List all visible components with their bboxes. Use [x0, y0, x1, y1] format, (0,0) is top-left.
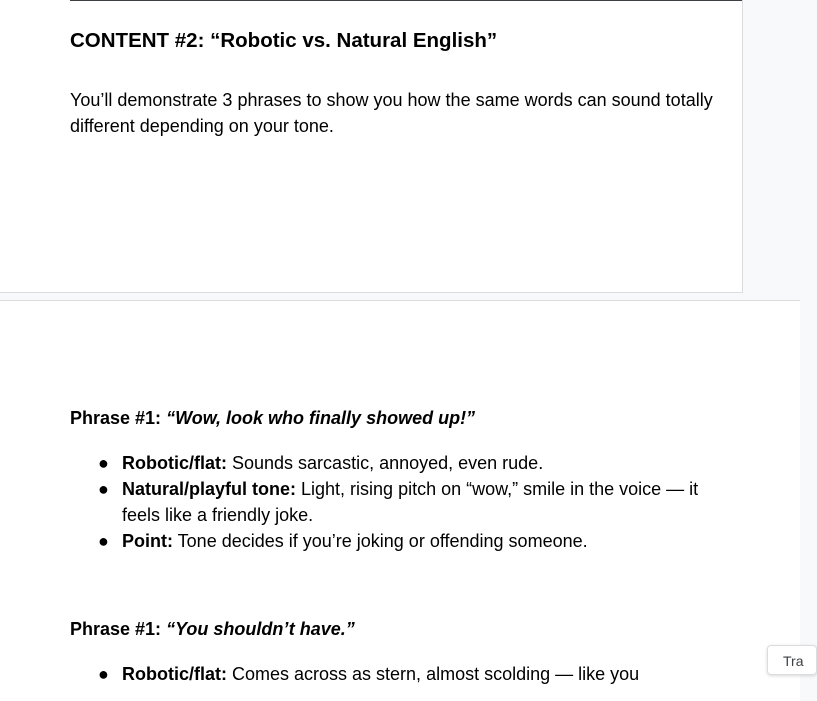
bullet-term: Robotic/flat:: [122, 664, 227, 684]
page-top-rule: [70, 0, 742, 1]
bullet-icon: ●: [98, 479, 109, 499]
bullet-icon: ●: [98, 453, 109, 473]
phrase-1-title: [70, 408, 475, 429]
phrase-2-bullet-list: [70, 661, 740, 687]
phrase-1-bullet-list: [70, 450, 740, 554]
phrase-2-title: [70, 619, 355, 640]
document-page-2: [0, 300, 800, 701]
intro-paragraph: You’ll demonstrate 3 phrases to show you how the same words can sound totally different depending on your tone.: [70, 90, 713, 136]
list-item: [70, 476, 740, 528]
list-item: [70, 450, 740, 476]
phrase-2-quote: “You shouldn’t have.”: [166, 619, 355, 639]
bullet-text: Tone decides if you’re joking or offending someone.: [173, 531, 588, 551]
bullet-text: Comes across as stern, almost scolding — like you: [227, 664, 640, 684]
list-item: [70, 661, 740, 687]
section-heading: CONTENT #2: “Robotic vs. Natural English”: [70, 29, 498, 52]
document-page-1: [0, 0, 743, 293]
phrase-2-label: Phrase #1:: [70, 619, 167, 639]
phrase-1-label: Phrase #1:: [70, 408, 167, 428]
bullet-text: Light, rising pitch on “wow,” smile in the voice — it feels like a friendly joke.: [122, 479, 699, 525]
bullet-icon: ●: [98, 531, 109, 551]
translate-button[interactable]: Tra: [767, 645, 817, 675]
bullet-term: Robotic/flat:: [122, 453, 227, 473]
bullet-text: Sounds sarcastic, annoyed, even rude.: [227, 453, 544, 473]
phrase-1-quote: “Wow, look who finally showed up!”: [166, 408, 476, 428]
list-item: [70, 528, 740, 554]
bullet-term: Natural/playful tone:: [122, 479, 297, 499]
bullet-term: Point:: [122, 531, 173, 551]
bullet-icon: ●: [98, 664, 109, 684]
